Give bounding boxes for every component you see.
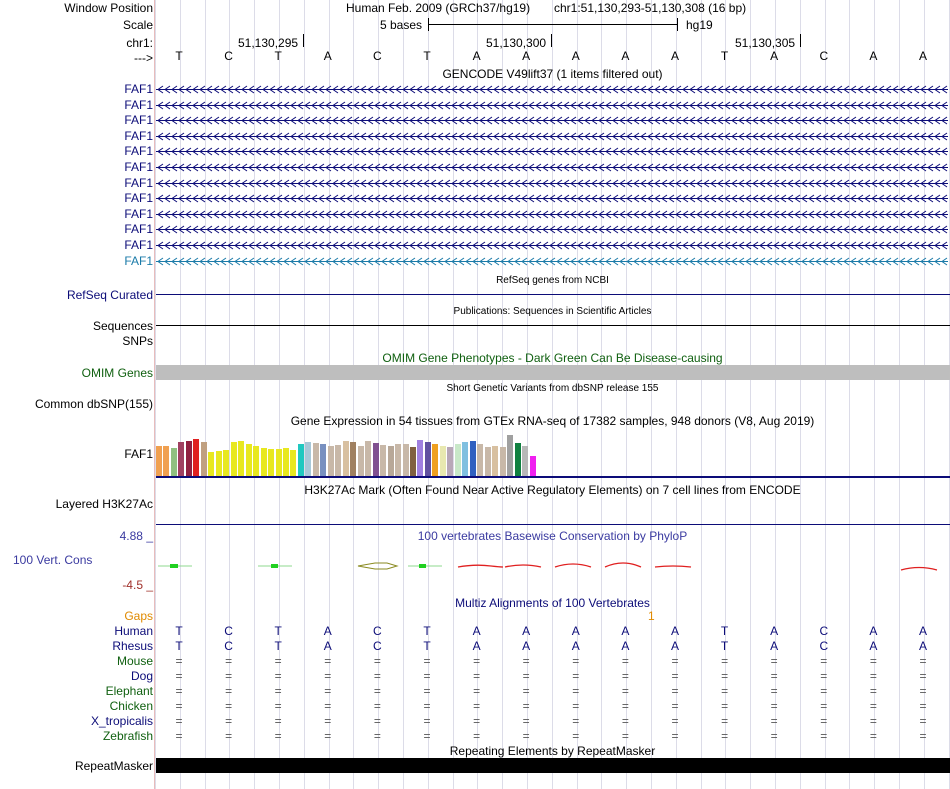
- refseq-feature-line[interactable]: [156, 294, 950, 295]
- gencode-gene-feature[interactable]: [156, 147, 948, 156]
- multiz-base: =: [175, 699, 183, 713]
- gtex-tissue-bar[interactable]: [193, 439, 199, 476]
- multiz-base: T: [274, 624, 282, 638]
- gencode-gene-feature[interactable]: [156, 194, 948, 203]
- multiz-base: =: [721, 684, 729, 698]
- gencode-gene-feature[interactable]: [156, 163, 948, 172]
- gencode-gene-feature[interactable]: [156, 116, 948, 125]
- phylop-divergence-red: [458, 563, 937, 570]
- gtex-bar-chart[interactable]: [156, 428, 536, 476]
- multiz-base: =: [770, 714, 778, 728]
- multiz-base: =: [423, 729, 431, 743]
- gencode-gene-label[interactable]: FAF1: [124, 82, 153, 96]
- multiz-base: =: [721, 729, 729, 743]
- gtex-tissue-bar[interactable]: [373, 443, 379, 476]
- sequence-base: T: [720, 49, 729, 63]
- multiz-base: =: [770, 684, 778, 698]
- multiz-species-label[interactable]: Mouse: [116, 654, 153, 668]
- gencode-gene-label[interactable]: FAF1: [124, 160, 153, 174]
- gtex-tissue-bar[interactable]: [178, 442, 184, 476]
- multiz-base: T: [720, 639, 729, 653]
- multiz-base: =: [423, 669, 431, 683]
- multiz-base: =: [225, 714, 233, 728]
- multiz-base: =: [373, 654, 381, 668]
- multiz-base: =: [274, 699, 282, 713]
- multiz-base: =: [423, 654, 431, 668]
- multiz-base: =: [522, 654, 530, 668]
- multiz-base: =: [473, 699, 481, 713]
- gencode-gene-feature[interactable]: [156, 257, 948, 266]
- multiz-base: C: [224, 624, 233, 638]
- gtex-tissue-bar[interactable]: [485, 447, 491, 476]
- multiz-base: =: [522, 714, 530, 728]
- gencode-gene-label[interactable]: FAF1: [124, 97, 153, 112]
- multiz-species-label[interactable]: Zebrafish: [102, 729, 153, 743]
- multiz-base: =: [423, 684, 431, 698]
- gtex-tissue-bar[interactable]: [223, 450, 229, 476]
- multiz-base: T: [274, 639, 282, 653]
- multiz-base: =: [522, 669, 530, 683]
- gtex-tissue-bar[interactable]: [320, 444, 326, 476]
- multiz-base: C: [373, 624, 382, 638]
- gtex-tissue-bar[interactable]: [447, 447, 453, 476]
- multiz-base: =: [572, 699, 580, 713]
- multiz-base: =: [373, 669, 381, 683]
- h3k27ac-baseline: [156, 524, 950, 525]
- multiz-base: =: [373, 714, 381, 728]
- multiz-base: =: [869, 654, 877, 668]
- gtex-gene-label[interactable]: FAF1: [124, 447, 153, 461]
- gencode-gene-feature[interactable]: [156, 225, 948, 234]
- multiz-base: =: [572, 729, 580, 743]
- gencode-gene-label[interactable]: FAF1: [124, 222, 153, 237]
- snps-label[interactable]: SNPs: [122, 334, 153, 348]
- multiz-base: =: [274, 729, 282, 743]
- tick-mark: [551, 34, 552, 47]
- gtex-tissue-bar[interactable]: [238, 441, 244, 476]
- gtex-tissue-bar[interactable]: [208, 452, 214, 476]
- gtex-tissue-bar[interactable]: [365, 441, 371, 476]
- omim-track-title[interactable]: OMIM Gene Phenotypes - Dark Green Can Be Disease-causing: [382, 351, 723, 365]
- multiz-base: =: [820, 699, 828, 713]
- gtex-baseline: [156, 476, 950, 478]
- gtex-tissue-bar[interactable]: [417, 440, 423, 476]
- window-position-label: Window Position: [64, 1, 153, 15]
- sequence-base: T: [175, 49, 183, 63]
- sequence-base: A: [621, 49, 630, 63]
- multiz-species-label[interactable]: X_tropicalis: [90, 714, 153, 728]
- gencode-gene-label[interactable]: FAF1: [124, 128, 153, 143]
- multiz-base: =: [423, 714, 431, 728]
- gencode-gene-label[interactable]: FAF1: [124, 191, 153, 206]
- sequence-base: A: [918, 49, 927, 63]
- sequence-base: A: [869, 49, 878, 63]
- multiz-base: A: [571, 624, 580, 638]
- multiz-base: T: [720, 624, 729, 638]
- refseq-label[interactable]: RefSeq Curated: [66, 288, 153, 302]
- multiz-base: A: [670, 624, 679, 638]
- multiz-base: =: [721, 669, 729, 683]
- gencode-gene-feature[interactable]: [156, 85, 948, 94]
- gtex-tissue-bar[interactable]: [462, 442, 468, 476]
- gtex-tissue-bar[interactable]: [410, 447, 416, 476]
- gencode-gene-feature[interactable]: [156, 179, 948, 188]
- gtex-tissue-bar[interactable]: [395, 444, 401, 476]
- gtex-tissue-bar[interactable]: [305, 442, 311, 476]
- gencode-gene-label[interactable]: FAF1: [124, 175, 153, 190]
- multiz-base: =: [621, 699, 629, 713]
- scale-text: 5 bases: [380, 18, 423, 32]
- multiz-species-label[interactable]: Chicken: [109, 699, 153, 713]
- scale-label: Scale: [122, 18, 153, 32]
- multiz-base: =: [373, 729, 381, 743]
- multiz-base: =: [919, 729, 927, 743]
- multiz-base: =: [175, 654, 183, 668]
- multiz-base: A: [621, 624, 630, 638]
- sequence-base: A: [670, 49, 679, 63]
- multiz-base: =: [274, 714, 282, 728]
- gtex-tissue-bar[interactable]: [201, 442, 207, 476]
- multiz-track-title[interactable]: Multiz Alignments of 100 Vertebrates: [455, 596, 650, 610]
- gtex-tissue-bar[interactable]: [380, 445, 386, 476]
- gtex-tissue-bar[interactable]: [350, 442, 356, 476]
- omim-feature-bar[interactable]: [156, 365, 950, 380]
- multiz-base: A: [571, 639, 580, 653]
- multiz-base: =: [225, 669, 233, 683]
- strand-arrow-label: --->: [134, 51, 153, 65]
- gtex-tissue-bar[interactable]: [343, 441, 349, 476]
- sequence-base: A: [571, 49, 580, 63]
- sequence-base: T: [274, 49, 282, 63]
- multiz-base: =: [423, 699, 431, 713]
- gtex-tissue-bar[interactable]: [290, 450, 296, 476]
- multiz-base: =: [175, 684, 183, 698]
- multiz-base: =: [572, 654, 580, 668]
- gtex-tissue-bar[interactable]: [156, 446, 162, 476]
- multiz-base: =: [324, 669, 332, 683]
- gtex-tissue-bar[interactable]: [358, 446, 364, 476]
- publications-feature-line[interactable]: [156, 325, 950, 326]
- multiz-base: =: [473, 684, 481, 698]
- multiz-base: =: [225, 699, 233, 713]
- multiz-base: A: [869, 624, 878, 638]
- multiz-base: =: [324, 714, 332, 728]
- h3k27ac-label[interactable]: Layered H3K27Ac: [55, 497, 153, 511]
- gtex-tissue-bar[interactable]: [477, 444, 483, 476]
- multiz-base: =: [721, 699, 729, 713]
- tick-label: 51,130,295: [238, 36, 299, 50]
- h3k27ac-track-title[interactable]: H3K27Ac Mark (Often Found Near Active Regulatory Elements) on 7 cell lines from ENCODE: [304, 483, 801, 497]
- gtex-tissue-bar[interactable]: [171, 448, 177, 476]
- multiz-base: =: [869, 684, 877, 698]
- dbsnp-track-title[interactable]: Short Genetic Variants from dbSNP release 155: [446, 383, 659, 394]
- sequence-base: C: [819, 49, 829, 63]
- multiz-base: =: [324, 699, 332, 713]
- multiz-base: =: [572, 669, 580, 683]
- gencode-gene-feature[interactable]: [156, 210, 948, 219]
- multiz-base: =: [671, 654, 679, 668]
- multiz-species-label[interactable]: Elephant: [105, 684, 153, 698]
- multiz-base: =: [869, 729, 877, 743]
- publications-track-title[interactable]: Publications: Sequences in Scientific Articles: [453, 306, 652, 317]
- dbsnp-label[interactable]: Common dbSNP(155): [34, 397, 153, 411]
- phylop-track-title[interactable]: 100 vertebrates Basewise Conservation by PhyloP: [417, 529, 688, 543]
- multiz-base: =: [820, 654, 828, 668]
- phylop-max-label: 4.88 _: [119, 529, 153, 543]
- repeatmasker-feature-bar[interactable]: [156, 758, 950, 773]
- sequence-base: C: [224, 49, 233, 63]
- repeatmasker-track-title[interactable]: Repeating Elements by RepeatMasker: [449, 744, 656, 758]
- chrom-label: chr1:: [126, 36, 153, 50]
- multiz-base: =: [175, 729, 183, 743]
- multiz-base: A: [770, 624, 779, 638]
- sequence-base: C: [373, 49, 382, 63]
- tick-label: 51,130,300: [486, 36, 547, 50]
- omim-label[interactable]: OMIM Genes: [81, 366, 153, 380]
- phylop-label[interactable]: 100 Vert. Cons: [13, 553, 93, 567]
- multiz-base: A: [918, 624, 927, 638]
- multiz-base: =: [225, 654, 233, 668]
- sequence-base: A: [472, 49, 481, 63]
- multiz-base: =: [820, 669, 828, 683]
- multiz-base: C: [373, 639, 382, 653]
- multiz-base: =: [820, 714, 828, 728]
- multiz-base: A: [621, 639, 630, 653]
- tick-mark: [303, 34, 304, 47]
- multiz-base: =: [919, 714, 927, 728]
- gtex-tissue-bar[interactable]: [261, 448, 267, 476]
- multiz-base: =: [274, 654, 282, 668]
- gtex-tissue-bar[interactable]: [388, 446, 394, 476]
- position-readout[interactable]: chr1:51,130,293-51,130,308 (16 bp): [554, 1, 747, 15]
- multiz-base: =: [274, 684, 282, 698]
- scale-bar-left-cap: [428, 18, 429, 31]
- multiz-base: T: [175, 639, 183, 653]
- multiz-base: A: [323, 639, 332, 653]
- multiz-base: =: [324, 684, 332, 698]
- multiz-base: =: [522, 684, 530, 698]
- multiz-base: =: [770, 669, 778, 683]
- tick-mark: [800, 34, 801, 47]
- multiz-base: =: [572, 684, 580, 698]
- gtex-tissue-bar[interactable]: [328, 446, 334, 476]
- multiz-base: =: [225, 729, 233, 743]
- multiz-base: =: [770, 654, 778, 668]
- gencode-gene-feature[interactable]: [156, 241, 948, 250]
- multiz-base: =: [869, 699, 877, 713]
- assembly-name[interactable]: Human Feb. 2009 (GRCh37/hg19): [346, 1, 531, 15]
- multiz-base: A: [770, 639, 779, 653]
- multiz-base: =: [671, 699, 679, 713]
- multiz-base: =: [324, 654, 332, 668]
- gtex-tissue-bar[interactable]: [216, 451, 222, 476]
- multiz-base: =: [473, 714, 481, 728]
- phylop-min-label: -4.5 _: [122, 578, 153, 592]
- multiz-species-label[interactable]: Rhesus: [112, 639, 153, 653]
- gtex-tissue-bar[interactable]: [253, 446, 259, 476]
- gencode-gene-feature[interactable]: [156, 132, 948, 141]
- gtex-tissue-bar[interactable]: [163, 446, 169, 476]
- gencode-gene-label[interactable]: FAF1: [124, 238, 153, 252]
- gtex-tissue-bar[interactable]: [500, 447, 506, 476]
- multiz-base: =: [621, 684, 629, 698]
- multiz-base: =: [522, 729, 530, 743]
- multiz-base: A: [472, 639, 481, 653]
- gencode-gene-label[interactable]: FAF1: [124, 206, 153, 221]
- multiz-base: T: [423, 639, 431, 653]
- multiz-base: C: [224, 639, 233, 653]
- multiz-base: =: [572, 714, 580, 728]
- gtex-track-title[interactable]: Gene Expression in 54 tissues from GTEx RNA-seq of 17382 samples, 948 donors (V8, Aug 2019): [290, 414, 815, 428]
- multiz-base: =: [274, 669, 282, 683]
- scale-db: hg19: [686, 18, 713, 32]
- multiz-base: =: [324, 729, 332, 743]
- gaps-label: Gaps: [124, 609, 153, 623]
- multiz-base: =: [869, 714, 877, 728]
- refseq-track-title[interactable]: RefSeq genes from NCBI: [496, 275, 609, 286]
- multiz-base: =: [820, 729, 828, 743]
- gtex-tissue-bar[interactable]: [507, 435, 513, 476]
- gtex-tissue-bar[interactable]: [313, 443, 319, 476]
- gtex-tissue-bar[interactable]: [276, 449, 282, 476]
- multiz-base: A: [670, 639, 679, 653]
- sequence-base: T: [423, 49, 431, 63]
- multiz-base: =: [820, 684, 828, 698]
- gtex-tissue-bar[interactable]: [470, 441, 476, 476]
- multiz-base: =: [671, 684, 679, 698]
- gencode-gene-feature[interactable]: [156, 101, 948, 110]
- multiz-base: A: [522, 624, 531, 638]
- gtex-tissue-bar[interactable]: [432, 444, 438, 476]
- sequence-base: A: [323, 49, 332, 63]
- multiz-base: =: [373, 699, 381, 713]
- scale-bar-right-cap: [677, 18, 678, 31]
- multiz-base: T: [175, 624, 183, 638]
- gtex-tissue-bar[interactable]: [440, 446, 446, 476]
- gencode-gene-label[interactable]: FAF1: [124, 253, 153, 268]
- multiz-base: A: [869, 639, 878, 653]
- gtex-tissue-bar[interactable]: [530, 456, 536, 476]
- multiz-base: =: [621, 654, 629, 668]
- gtex-tissue-bar[interactable]: [425, 442, 431, 476]
- gtex-tissue-bar[interactable]: [268, 449, 274, 476]
- sequence-base: A: [522, 49, 531, 63]
- multiz-base: A: [918, 639, 927, 653]
- multiz-base: =: [721, 654, 729, 668]
- gtex-tissue-bar[interactable]: [522, 446, 528, 476]
- gtex-tissue-bar[interactable]: [186, 441, 192, 476]
- multiz-base: A: [323, 624, 332, 638]
- multiz-base: =: [175, 714, 183, 728]
- gaps-marker: 1: [648, 609, 655, 623]
- multiz-base: =: [671, 669, 679, 683]
- multiz-base: =: [770, 699, 778, 713]
- multiz-base: A: [522, 639, 531, 653]
- repeatmasker-label[interactable]: RepeatMasker: [74, 759, 153, 773]
- gtex-tissue-bar[interactable]: [246, 444, 252, 476]
- multiz-base: =: [621, 729, 629, 743]
- multiz-base: C: [819, 639, 829, 653]
- multiz-species-label[interactable]: Human: [114, 624, 153, 638]
- gtex-tissue-bar[interactable]: [231, 442, 237, 476]
- gtex-tissue-bar[interactable]: [298, 444, 304, 476]
- phylop-signal[interactable]: [155, 545, 950, 585]
- scale-bar: [428, 24, 678, 25]
- multiz-base: =: [175, 669, 183, 683]
- phylop-neutral-outline: [358, 563, 397, 569]
- multiz-base: =: [671, 714, 679, 728]
- gencode-gene-label[interactable]: FAF1: [124, 144, 153, 159]
- gencode-gene-label[interactable]: FAF1: [124, 113, 153, 128]
- multiz-base: =: [473, 729, 481, 743]
- multiz-base: =: [919, 654, 927, 668]
- multiz-base: =: [473, 654, 481, 668]
- multiz-species-label[interactable]: Dog: [130, 669, 153, 683]
- gencode-track-title[interactable]: GENCODE V49lift37 (1 items filtered out): [442, 67, 663, 81]
- gtex-tissue-bar[interactable]: [335, 445, 341, 476]
- phylop-conservation-green: [158, 564, 442, 568]
- multiz-base: =: [721, 714, 729, 728]
- multiz-base: =: [770, 729, 778, 743]
- multiz-base: =: [225, 684, 233, 698]
- multiz-base: =: [522, 699, 530, 713]
- gtex-tissue-bar[interactable]: [515, 443, 521, 476]
- multiz-base: =: [919, 699, 927, 713]
- multiz-base: =: [373, 684, 381, 698]
- multiz-base: A: [472, 624, 481, 638]
- gtex-tissue-bar[interactable]: [283, 448, 289, 476]
- multiz-base: =: [919, 669, 927, 683]
- multiz-base: =: [473, 669, 481, 683]
- multiz-base: =: [621, 669, 629, 683]
- tick-label: 51,130,305: [735, 36, 796, 50]
- sequences-label[interactable]: Sequences: [92, 319, 153, 333]
- gtex-tissue-bar[interactable]: [403, 444, 409, 476]
- multiz-base: T: [423, 624, 431, 638]
- multiz-base: =: [869, 669, 877, 683]
- gtex-tissue-bar[interactable]: [492, 446, 498, 476]
- multiz-base: =: [671, 729, 679, 743]
- multiz-base: C: [819, 624, 829, 638]
- multiz-base: =: [919, 684, 927, 698]
- gtex-tissue-bar[interactable]: [455, 444, 461, 476]
- sequence-base: A: [770, 49, 779, 63]
- multiz-base: =: [621, 714, 629, 728]
